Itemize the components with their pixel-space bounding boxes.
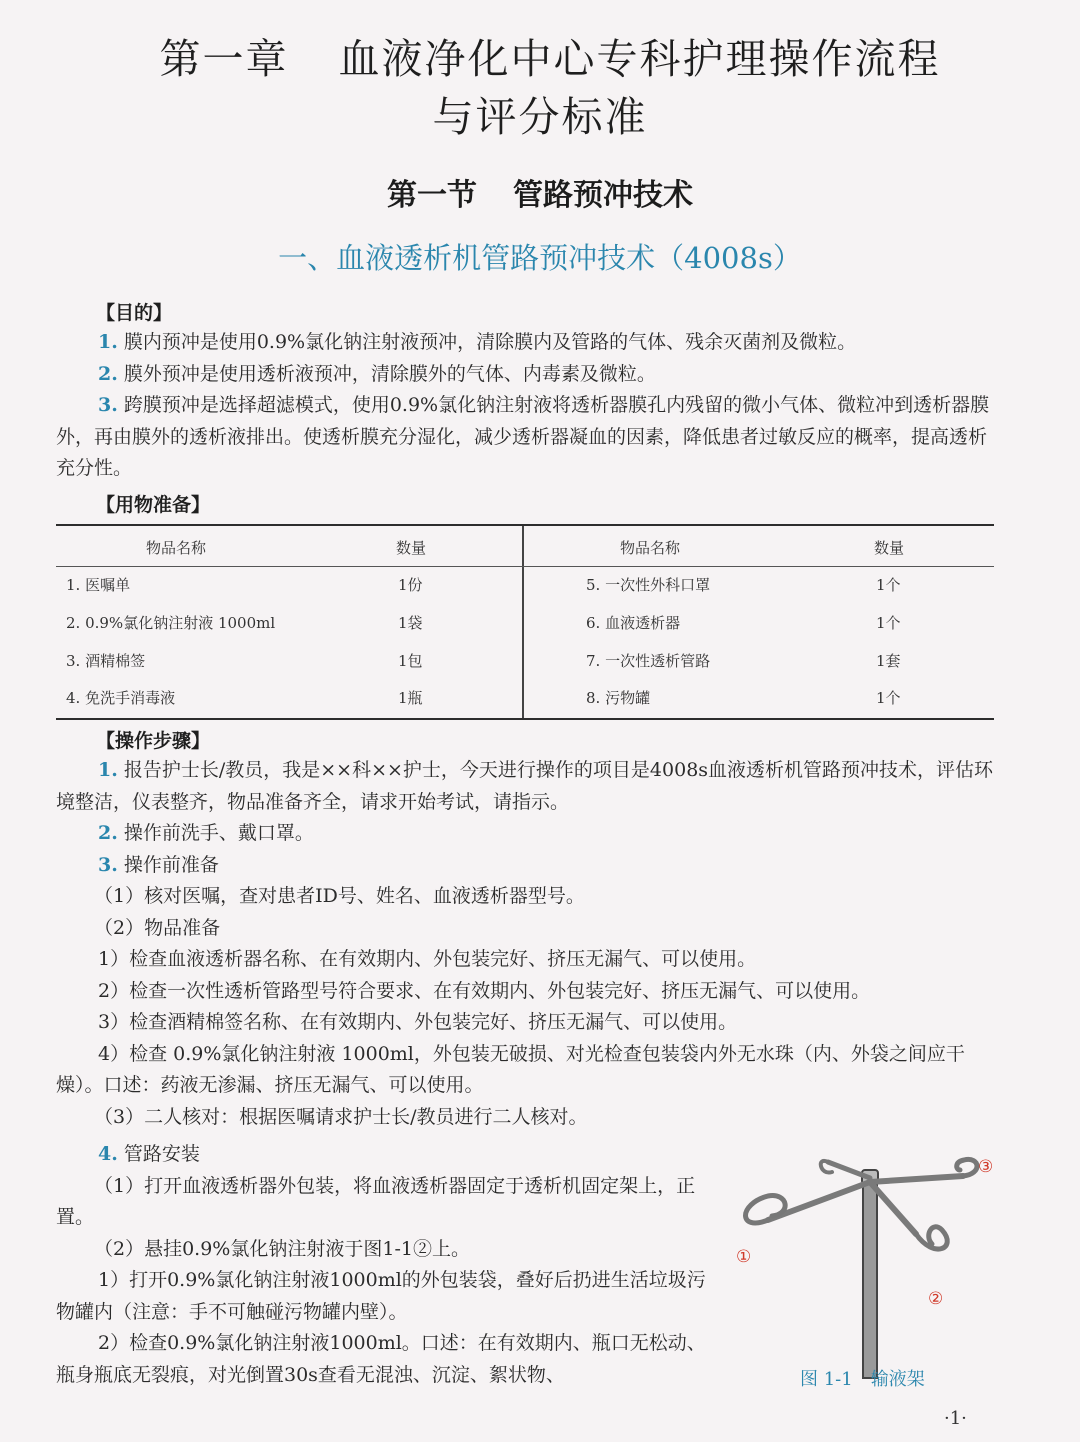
supplies-heading: 【用物准备】: [96, 494, 211, 516]
table-cell: 4. 免洗手消毒液: [66, 689, 176, 707]
table-divider: [56, 566, 994, 567]
step-sub: 4）检查 0.9%氯化钠注射液 1000ml，外包装无破损、对光检查包装袋内外无水珠（内、外袋之间应干燥）。口述：药液无渗漏、挤压无漏气、可以使用。: [56, 1042, 965, 1096]
figure-label: ①: [736, 1247, 752, 1267]
table-header: 数量: [874, 539, 905, 557]
table-header: 数量: [396, 539, 427, 557]
table-cell: 1个: [876, 689, 901, 707]
step-sub: （1）打开血液透析器外包装，将血液透析器固定于透析机固定架上，正置。: [56, 1174, 696, 1228]
iv-stand-illustration: [746, 1159, 978, 1378]
step-sub: 1）打开0.9%氯化钠注射液1000ml的外包装袋，叠好后扔进生活垃圾污物罐内（注意：手不可触碰污物罐内壁）。: [56, 1269, 706, 1323]
page-number: ·1·: [944, 1408, 967, 1429]
steps-heading: 【操作步骤】: [96, 730, 211, 752]
step-sub: （2）悬挂0.9%氯化钠注射液于图1-1②上。: [94, 1237, 470, 1260]
table-cell: 1份: [398, 576, 423, 594]
step-item: 3. 操作前准备: [98, 853, 219, 876]
supplies-table: [56, 524, 994, 720]
table-cell: 1袋: [398, 614, 423, 632]
section-title: 第一节 管路预冲技术: [387, 178, 693, 213]
step-sub: （1）核对医嘱，查对患者ID号、姓名、血液透析器型号。: [94, 885, 585, 907]
subsection-title: 一、血液透析机管路预冲技术（4008s）: [278, 241, 802, 275]
step-item: 1. 报告护士长/教员，我是××科××护士，今天进行操作的项目是4008s血液透析机管路预冲技术，评估环境整洁，仪表整齐，物品准备齐全，请求开始考试，请指示。: [56, 759, 994, 813]
table-cell: 7. 一次性透析管路: [586, 652, 711, 670]
step-sub: （3）二人核对：根据医嘱请求护士长/教员进行二人核对。: [94, 1105, 588, 1128]
table-cell: 6. 血液透析器: [586, 614, 681, 632]
table-cell: 1瓶: [398, 689, 423, 707]
step-sub: 2）检查0.9%氯化钠注射液1000ml。口述：在有效期内、瓶口无松动、瓶身瓶底无裂痕，对光倒置30s查看无混浊、沉淀、絮状物、: [56, 1332, 706, 1386]
step-sub: （2）物品准备: [94, 916, 221, 939]
step-item: 4. 管路安装: [98, 1143, 200, 1165]
purpose-heading: 【目的】: [96, 302, 173, 324]
chapter-title: 第一章 血液净化中心专科护理操作流程 与评分标准: [159, 35, 941, 141]
table-cell: 8. 污物罐: [586, 689, 651, 707]
iv-stand-figure: [728, 1148, 1008, 1388]
step-sub: 2）检查一次性透析管路型号符合要求、在有效期内、外包装完好、挤压无漏气、可以使用。: [98, 979, 871, 1002]
purpose-item: 2. 膜外预冲是使用透析液预冲，清除膜外的气体、内毒素及微粒。: [98, 362, 656, 385]
table-header: 物品名称: [620, 539, 681, 557]
table-cell: 2. 0.9%氯化钠注射液 1000ml: [66, 614, 276, 632]
step-sub: 1）检查血液透析器名称、在有效期内、外包装完好、挤压无漏气、可以使用。: [98, 948, 757, 970]
figure-caption: 图 1-1 输液架: [800, 1369, 925, 1390]
table-cell: 3. 酒精棉签: [66, 652, 146, 670]
step-item: 2. 操作前洗手、戴口罩。: [98, 822, 314, 844]
table-cell: 1. 医嘱单: [66, 576, 131, 594]
table-cell: 1套: [876, 652, 901, 670]
table-cell: 1个: [876, 576, 901, 594]
figure-label: ②: [928, 1289, 944, 1309]
table-cell: 1个: [876, 614, 901, 632]
steps-block: [56, 755, 996, 1133]
purpose-item: 3. 跨膜预冲是选择超滤模式，使用0.9%氯化钠注射液将透析器膜孔内残留的微小气体、微粒冲到透析器膜外，再由膜外的透析液排出。使透析膜充分湿化，减少透析器凝血的因素，降低患者过敏反应的概率，提高透析充分性。: [56, 394, 990, 479]
purpose-item: 1. 膜内预冲是使用0.9%氯化钠注射液预冲，清除膜内及管路的气体、残余灭菌剂及微粒。: [98, 331, 857, 353]
table-divider: [522, 526, 524, 718]
table-cell: 1包: [398, 652, 423, 670]
purpose-list: [56, 327, 996, 485]
step-sub: 3）检查酒精棉签名称、在有效期内、外包装完好、挤压无漏气、可以使用。: [98, 1011, 738, 1033]
steps-block-2: [56, 1139, 716, 1391]
table-header: 物品名称: [146, 539, 207, 557]
figure-label: ③: [978, 1157, 994, 1177]
table-cell: 5. 一次性外科口罩: [586, 576, 711, 594]
